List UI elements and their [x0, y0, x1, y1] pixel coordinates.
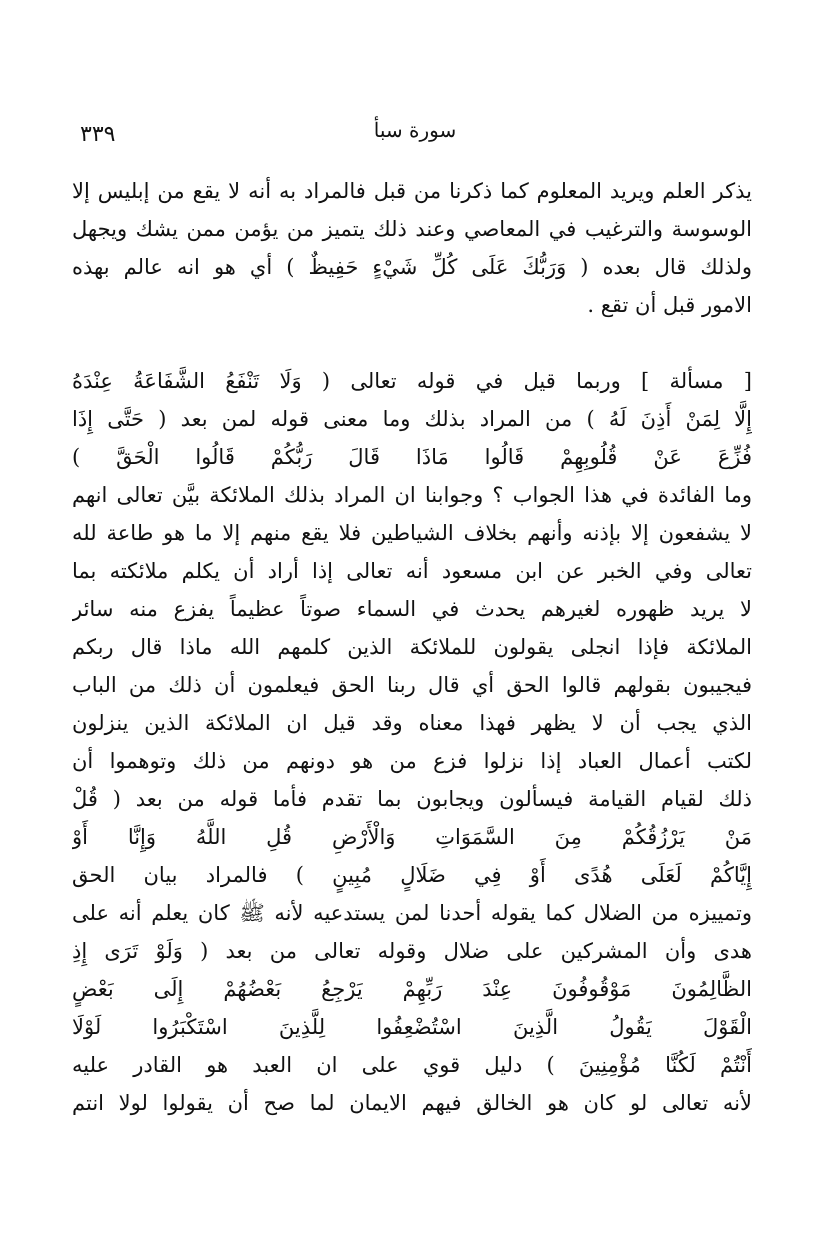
- text-line: لا يريد ظهوره لغيرهم يحدث في السماء صوتاً عظيماً يفزع منه سائر: [72, 597, 752, 621]
- text-line: الوسوسة والترغيب في المعاصي وعند ذلك يتميز من يؤمن ممن يشك ويجهل: [72, 217, 752, 241]
- text-line: ولذلك قال بعده ( وَرَبُّكَ عَلَى كُلِّ شَيْءٍ حَفِيظٌ ) أي هو انه عالم بهذه: [72, 255, 752, 279]
- text-line: الامور قبل أن تقع .: [587, 293, 752, 317]
- text-line: لكتب أعمال العباد إذا نزلوا فزع من هو دونهم من ذلك وتوهموا أن: [72, 749, 752, 773]
- text-line: الملائكة فإذا انجلى يقولون للملائكة الذين كلمهم الله ماذا قال ربكم: [72, 635, 752, 659]
- text-line: مَنْ يَرْزُقُكُمْ مِنَ السَّمَوَاتِ وَالْأَرْضِ قُلِ اللَّهُ وَإِنَّا أَوْ: [72, 825, 752, 849]
- running-title: سورة سبأ: [373, 118, 457, 142]
- text-line: الظَّالِمُونَ مَوْقُوفُونَ عِنْدَ رَبِّهِمْ يَرْجِعُ بَعْضُهُمْ إِلَى بَعْضٍ: [72, 977, 752, 1001]
- text-line: أَنْتُمْ لَكُنَّا مُؤْمِنِينَ ) دليل قوي على ان العبد هو القادر عليه: [72, 1053, 752, 1077]
- page-header: [80, 112, 750, 152]
- text-line: فُزِّعَ عَنْ قُلُوبِهِمْ قَالُوا مَاذَا قَالَ رَبُّكُمْ قَالُوا الْحَقَّ ): [72, 445, 752, 469]
- text-line: ذلك لقيام القيامة فيسألون ويجابون بما تقدم فأما قوله من بعد ( قُلْ: [72, 787, 752, 811]
- text-line: يذكر العلم ويريد المعلوم كما ذكرنا من قبل فالمراد به أنه لا يقع من إبليس إلا: [72, 179, 752, 203]
- text-line: الذي يجب أن لا يظهر فهذا معناه وقد قيل ان الملائكة الذين ينزلون: [72, 711, 752, 735]
- text-line: الْقَوْلَ يَقُولُ الَّذِينَ اسْتُضْعِفُوا لِلَّذِينَ اسْتَكْبَرُوا لَوْلَا: [72, 1015, 752, 1039]
- text-line: وتمييزه من الضلال كما يقوله أحدنا لمن يستدعيه لأنه ﷺ كان يعلم أنه على: [72, 901, 752, 925]
- text-line: [ مسألة ] وربما قيل في قوله تعالى ( وَلَا تَنْفَعُ الشَّفَاعَةُ عِنْدَهُ: [72, 369, 752, 393]
- page-number: ٣٣٩: [80, 122, 116, 147]
- text-line: تعالى وفي الخبر عن ابن مسعود أنه تعالى إذا أراد أن يكلم ملائكته بما: [72, 559, 752, 583]
- text-line: لا يشفعون إلا بإذنه وأنهم بخلاف الشياطين فلا يقع منهم إلا ما هو طاعة لله: [72, 521, 752, 545]
- text-line: وما الفائدة في هذا الجواب ؟ وجوابنا ان المراد بذلك الملائكة بيَّن تعالى انهم: [72, 483, 752, 507]
- text-line: لأنه تعالى لو كان هو الخالق فيهم الايمان لما صح أن يقولوا لولا انتم: [72, 1091, 752, 1115]
- text-line: إِيَّاكُمْ لَعَلَى هُدًى أَوْ فِي ضَلَالٍ مُبِينٍ ) فالمراد بيان الحق: [72, 863, 752, 887]
- paragraph-question: [72, 362, 752, 1122]
- text-line: فيجيبون بقولهم قالوا الحق أي قال ربنا الحق فيعلمون أن ذلك من الباب: [72, 673, 752, 697]
- text-line: هدى وأن المشركين على ضلال وقوله تعالى من بعد ( وَلَوْ تَرَى إِذِ: [72, 939, 752, 963]
- paragraph-intro: [72, 172, 752, 324]
- text-line: إِلَّا لِمَنْ أَذِنَ لَهُ ) من المراد بذلك وما معنى قوله لمن بعد ( حَتَّى إِذَا: [72, 407, 752, 431]
